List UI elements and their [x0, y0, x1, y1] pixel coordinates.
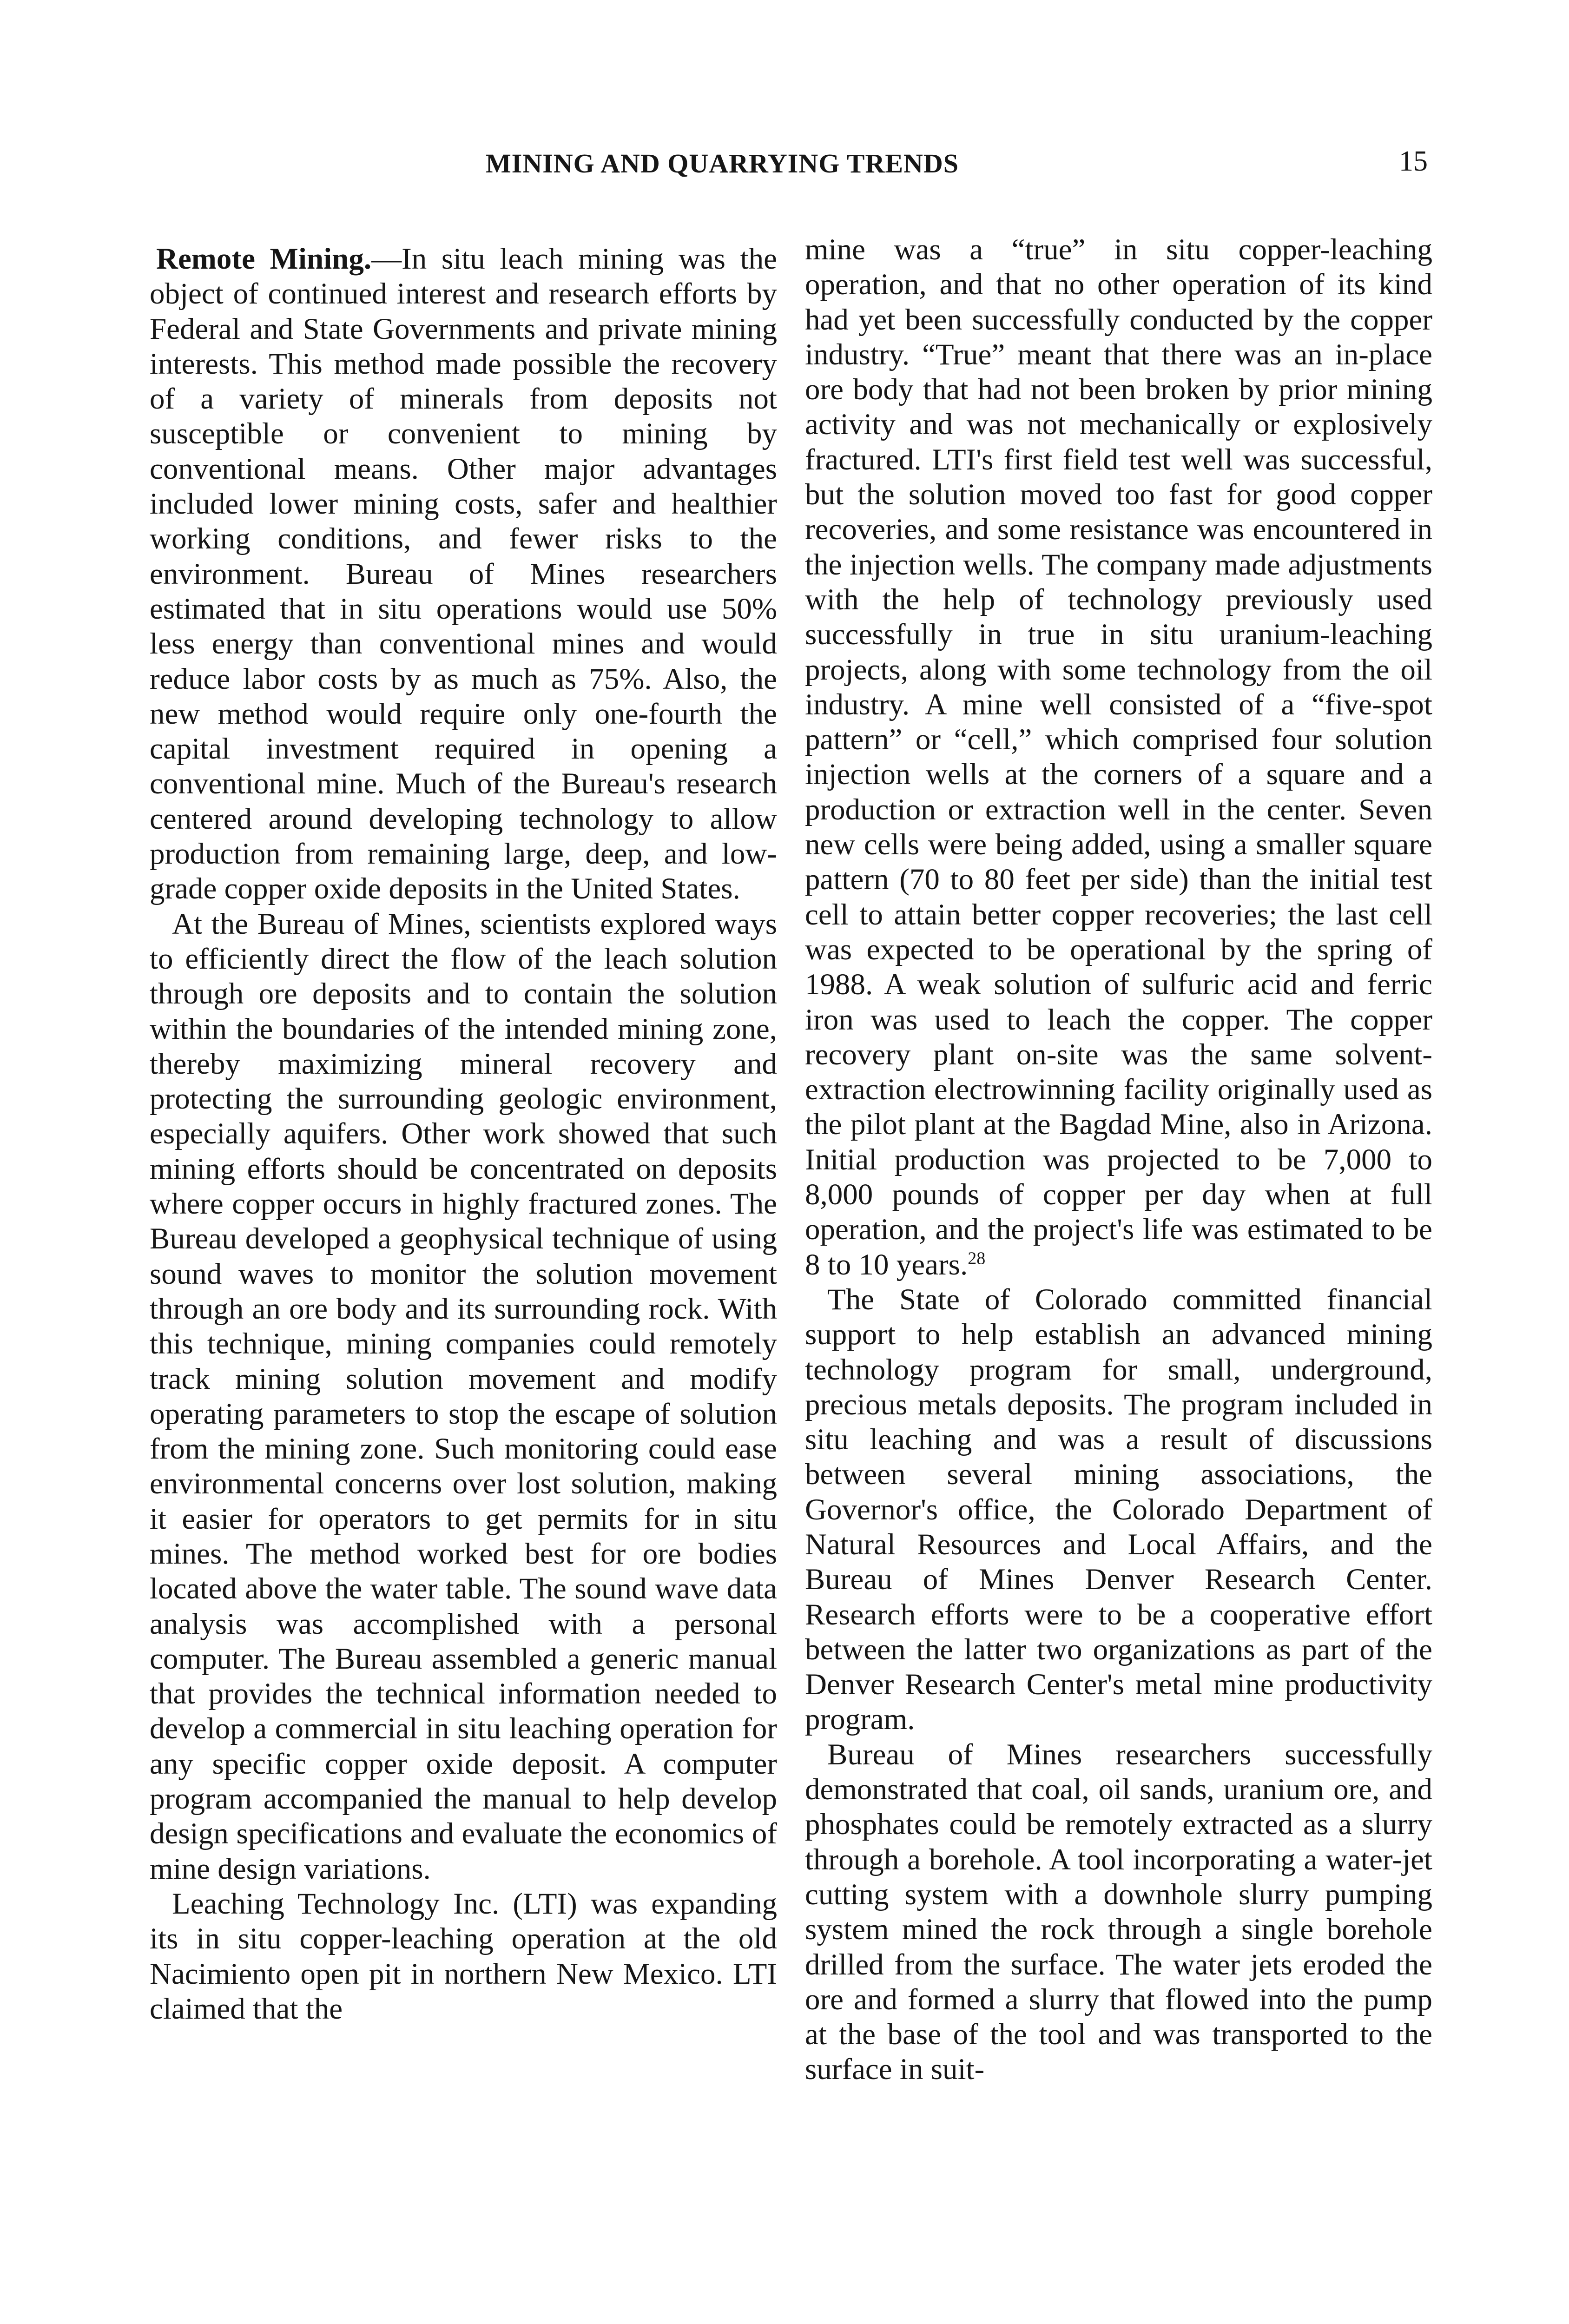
- paragraph-slurry-extraction: Bureau of Mines researchers successfully demonstrated that coal, oil sands, uranium ore, and phosphates could be remotely extracted as a slurry through a borehole. A tool incorporating a water-jet cutting system with a downhole slurry pumping system mined the rock through a single borehole drilled from the surface. The water jets eroded the ore and formed a slurry that flowed into the pump at the base of the tool and was transported to the surface in suit-: [805, 1737, 1432, 2086]
- paragraph-text: —In situ leach mining was the object of continued interest and research efforts by Federal and State Governments and private mining interests. This method made possible the recovery of a variety of minerals from deposits not susceptible or convenient to mining by conventional means. Other major advantages included lower mining costs, safer and healthier working conditions, and fewer risks to the environment. Bureau of Mines researchers estimated that in situ operations would use 50% less energy than conventional mines and would reduce labor costs by as much as 75%. Also, the new method would require only one-fourth the capital investment required in opening a conventional mine. Much of the Bureau's research centered around developing technology to allow production from remaining large, deep, and low-grade copper oxide deposits in the United States.: [150, 242, 778, 906]
- paragraph-true-in-situ: [805, 232, 1432, 1282]
- paragraph-colorado: The State of Colorado committed financial support to help establish an advanced mining technology program for small, underground, precious metals deposits. The program included in situ leaching and was a result of discussions between several mining associations, the Governor's office, the Colorado Department of Natural Resources and Local Affairs, and the Bureau of Mines Denver Research Center. Research efforts were to be a cooperative effort between the latter two organizations as part of the Denver Research Center's metal mine productivity program.: [805, 1282, 1432, 1736]
- page-number: 15: [1399, 145, 1428, 177]
- paragraph-bureau-scientists: At the Bureau of Mines, scientists explored ways to efficiently direct the flow of the leach solution through ore deposits and to contain the solution within the boundaries of the intended mining zone, thereby maximizing mineral recovery and protecting the surrounding geologic environment, especially aquifers. Other work showed that such mining efforts should be concentrated on deposits where copper occurs in highly fractured zones. The Bureau developed a geophysical technique of using sound waves to monitor the solution movement through an ore body and its surrounding rock. With this technique, mining companies could remotely track mining solution movement and modify operating parameters to stop the escape of solution from the mining zone. Such monitoring could ease environmental concerns over lost solution, making it easier for operators to get permits for in situ mines. The method worked best for ore bodies located above the water table. The sound wave data analysis was accomplished with a personal computer. The Bureau assembled a generic manual that provides the technical information needed to develop a commercial in situ leaching operation for any specific copper oxide deposit. A computer program accompanied the manual to help develop design specifications and evaluate the economics of mine design variations.: [150, 907, 777, 1886]
- right-column: [805, 232, 1432, 2087]
- paragraph-text: mine was a “true” in situ copper-leaching operation, and that no other operation of its kind had yet been successfully conducted by the copper industry. “True” meant that there was an in-place ore body that had not been broken by prior mining activity and was not mechanically or explosively fractured. LTI's first field test well was successful, but the solution moved too fast for good copper recoveries, and some resistance was encountered in the injection wells. The company made adjustments with the help of technology previously used successfully in true in situ uranium-leaching projects, along with some technology from the oil industry. A mine well consisted of a “five-spot pattern” or “cell,” which comprised four solution injection wells at the corners of a square and a production or extraction well in the center. Seven new cells were being added, using a smaller square pattern (70 to 80 feet per side) than the initial test cell to attain better copper recoveries; the last cell was expected to be operational by the spring of 1988. A weak solution of sulfuric acid and ferric iron was used to leach the copper. The copper recovery plant on-site was the same solvent-extraction electrowinning facility originally used as the pilot plant at the Bagdad Mine, also in Arizona. Initial production was projected to be 7,000 to 8,000 pounds of copper per day when at full operation, and the project's life was estimated to be 8 to 10 years.: [805, 233, 1432, 1281]
- section-lead-in: Remote Mining.: [156, 242, 372, 276]
- running-header-title: MINING AND QUARRYING TRENDS: [486, 148, 959, 178]
- left-column: [150, 242, 777, 2027]
- paragraph-remote-mining: [150, 242, 777, 907]
- paragraph-leaching-technology: Leaching Technology Inc. (LTI) was expanding its in situ copper-leaching operation at the old Nacimiento open pit in northern New Mexico. LTI claimed that the: [150, 1887, 777, 2026]
- footnote-reference: 28: [968, 1248, 986, 1268]
